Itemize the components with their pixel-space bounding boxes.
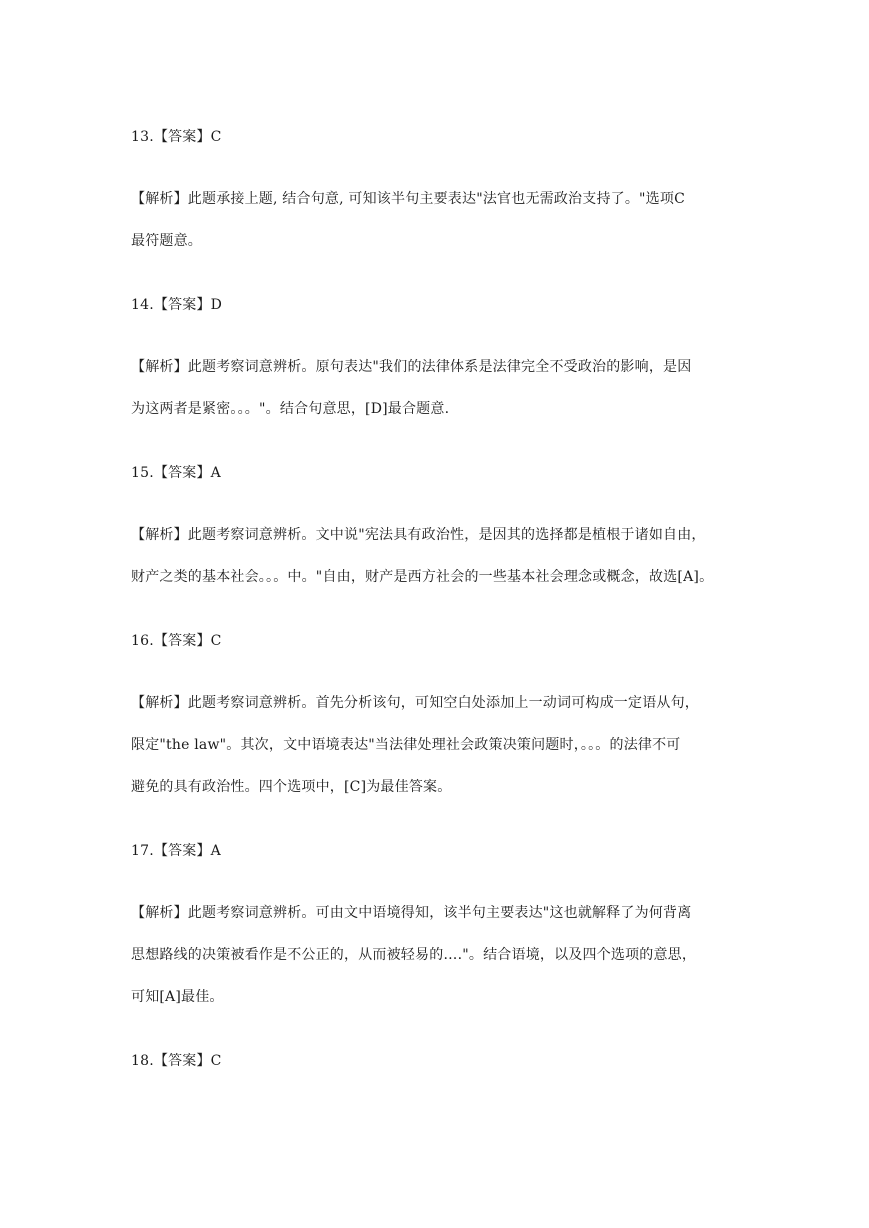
answer-14-heading: 14.【答案】D xyxy=(131,297,223,313)
answer-13-explanation-cont: 最符题意。 xyxy=(131,233,202,249)
answer-16-explanation: 【解析】此题考察词意辨析。首先分析该句，可知空白处添加上一动词可构成一定语从句， xyxy=(131,695,699,711)
answer-16-explanation-cont: 限定"the law"。其次，文中语境表达"当法律处理社会政策决策问题时，。。。的法律不可 xyxy=(131,737,681,753)
answer-15-heading: 15.【答案】A xyxy=(131,465,221,481)
answer-17-explanation-cont: 可知[A]最佳。 xyxy=(131,989,224,1005)
answer-17-explanation: 【解析】此题考察词意辨析。可由文中语境得知，该半句主要表达"这也就解释了为何背离 xyxy=(131,905,692,921)
answer-17-explanation-cont: 思想路线的决策被看作是不公正的，从而被轻易的…."。结合语境，以及四个选项的意思， xyxy=(131,947,697,963)
answer-16-explanation-cont: 避免的具有政治性。四个选项中，[C]为最佳答案。 xyxy=(131,779,452,795)
answer-15-explanation: 【解析】此题考察词意辨析。文中说"宪法具有政治性，是因其的选择都是植根于诸如自由， xyxy=(131,527,706,543)
answer-16-heading: 16.【答案】C xyxy=(131,633,222,649)
answer-14-explanation: 【解析】此题考察词意辨析。原句表达"我们的法律体系是法律完全不受政治的影响，是因 xyxy=(131,359,692,375)
answer-13-heading: 13.【答案】C xyxy=(131,129,222,145)
answer-17-heading: 17.【答案】A xyxy=(131,843,221,859)
answer-13-explanation: 【解析】此题承接上题, 结合句意, 可知该半句主要表达"法官也无需政治支持了。"选项C xyxy=(131,191,685,207)
answer-18-heading: 18.【答案】C xyxy=(131,1053,222,1069)
answer-15-explanation-cont: 财产之类的基本社会。。。中。"自由，财产是西方社会的一些基本社会理念或概念，故选[A]。 xyxy=(131,569,714,585)
answer-14-explanation-cont: 为这两者是紧密。。。"。结合句意思，[D]最合题意. xyxy=(131,401,450,417)
